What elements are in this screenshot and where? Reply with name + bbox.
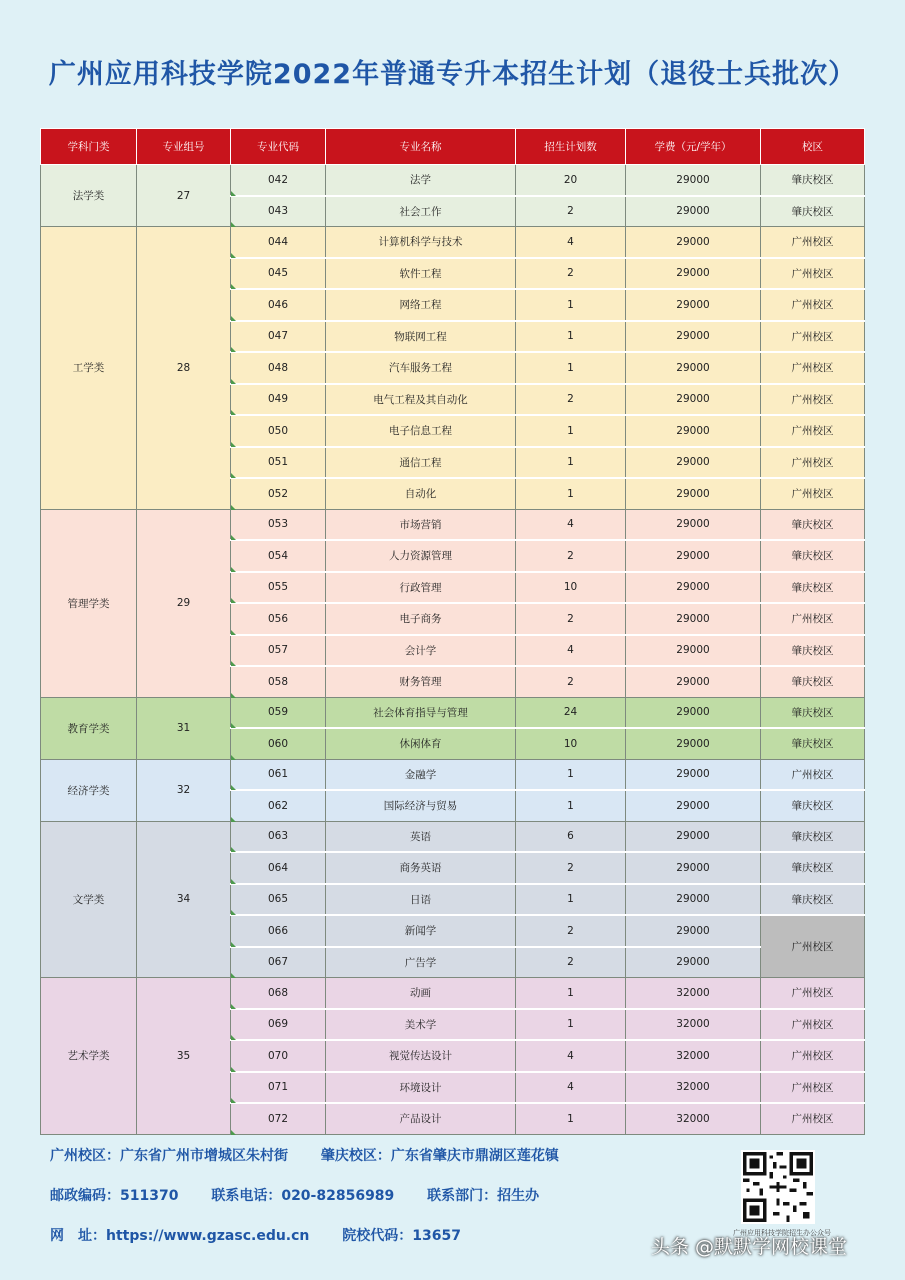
major-name-cell: 电子商务: [326, 603, 516, 635]
major-code-cell: 048: [231, 352, 326, 384]
tuition-cell: 29000: [626, 821, 761, 852]
plan-count-cell: 4: [516, 227, 626, 258]
major-name-cell: 电气工程及其自动化: [326, 384, 516, 416]
campus-cell: 广州校区: [761, 1009, 865, 1041]
plan-count-cell: 1: [516, 447, 626, 479]
header-tuition: 学费（元/学年）: [626, 129, 761, 165]
major-name-cell: 汽车服务工程: [326, 352, 516, 384]
major-code-cell: 061: [231, 759, 326, 790]
campus-cell: 肇庆校区: [761, 852, 865, 884]
plan-count-cell: 4: [516, 1072, 626, 1104]
major-name-cell: 行政管理: [326, 572, 516, 604]
category-cell: 工学类: [41, 227, 137, 510]
campus-cell: 广州校区: [761, 352, 865, 384]
campus-cell: 广州校区: [761, 258, 865, 290]
header-category: 学科门类: [41, 129, 137, 165]
tuition-cell: 32000: [626, 1040, 761, 1072]
header-major-name: 专业名称: [326, 129, 516, 165]
campus-cell: 广州校区: [761, 447, 865, 479]
category-cell: 经济学类: [41, 759, 137, 821]
tuition-cell: 32000: [626, 1072, 761, 1104]
tuition-cell: 29000: [626, 759, 761, 790]
qr-caption: 广州应用科技学院招生办公众号: [733, 1229, 831, 1237]
tuition-cell: 29000: [626, 478, 761, 509]
contact-phone: 联系电话：020-82856989: [211, 1188, 395, 1204]
plan-count-cell: 20: [516, 165, 626, 196]
major-code-cell: 062: [231, 790, 326, 821]
campus-cell: 广州校区: [761, 915, 865, 978]
major-code-cell: 044: [231, 227, 326, 258]
major-code-cell: 050: [231, 415, 326, 447]
campus-cell: 广州校区: [761, 759, 865, 790]
table-row: [41, 165, 865, 196]
campus-cell: 肇庆校区: [761, 790, 865, 821]
major-code-cell: 052: [231, 478, 326, 509]
watermark: 头条 @默默学网校课堂: [651, 1236, 848, 1258]
major-code-cell: 063: [231, 821, 326, 852]
major-code-cell: 060: [231, 728, 326, 759]
contact-department: 联系部门：招生办: [427, 1188, 540, 1204]
major-name-cell: 自动化: [326, 478, 516, 509]
tuition-cell: 29000: [626, 666, 761, 697]
major-name-cell: 社会体育指导与管理: [326, 697, 516, 728]
group-no-cell: 29: [137, 509, 231, 697]
tuition-cell: 29000: [626, 289, 761, 321]
major-name-cell: 法学: [326, 165, 516, 196]
major-code-cell: 065: [231, 884, 326, 916]
major-code-cell: 067: [231, 947, 326, 978]
major-code-cell: 045: [231, 258, 326, 290]
tuition-cell: 29000: [626, 540, 761, 572]
table-row: [41, 697, 865, 728]
major-name-cell: 软件工程: [326, 258, 516, 290]
cell-corner-marker: [231, 1130, 236, 1135]
tuition-cell: 29000: [626, 915, 761, 947]
major-name-cell: 视觉传达设计: [326, 1040, 516, 1072]
tuition-cell: 29000: [626, 447, 761, 479]
tuition-cell: 32000: [626, 978, 761, 1009]
tuition-cell: 29000: [626, 697, 761, 728]
major-code-cell: 069: [231, 1009, 326, 1041]
plan-count-cell: 4: [516, 1040, 626, 1072]
header-campus: 校区: [761, 129, 865, 165]
campus-cell: 肇庆校区: [761, 572, 865, 604]
group-no-cell: 35: [137, 978, 231, 1135]
table-body: [41, 165, 865, 1135]
major-name-cell: 日语: [326, 884, 516, 916]
plan-count-cell: 10: [516, 728, 626, 759]
category-cell: 教育学类: [41, 697, 137, 759]
plan-count-cell: 4: [516, 635, 626, 667]
table-row: [41, 227, 865, 258]
major-code-cell: 071: [231, 1072, 326, 1104]
plan-count-cell: 2: [516, 852, 626, 884]
major-name-cell: 社会工作: [326, 196, 516, 227]
major-code-cell: 064: [231, 852, 326, 884]
header-group-no: 专业组号: [137, 129, 231, 165]
footer-contact-line: [50, 1185, 567, 1205]
tuition-cell: 29000: [626, 227, 761, 258]
plan-count-cell: 1: [516, 321, 626, 353]
major-name-cell: 市场营销: [326, 509, 516, 540]
tuition-cell: 29000: [626, 509, 761, 540]
major-name-cell: 通信工程: [326, 447, 516, 479]
tuition-cell: 29000: [626, 384, 761, 416]
plan-count-cell: 2: [516, 666, 626, 697]
tuition-cell: 29000: [626, 728, 761, 759]
tuition-cell: 32000: [626, 1009, 761, 1041]
tuition-cell: 29000: [626, 258, 761, 290]
tuition-cell: 29000: [626, 635, 761, 667]
campus-cell: 广州校区: [761, 415, 865, 447]
plan-count-cell: 1: [516, 289, 626, 321]
campus-cell: 广州校区: [761, 478, 865, 509]
plan-count-cell: 24: [516, 697, 626, 728]
plan-count-cell: 1: [516, 790, 626, 821]
major-code-cell: 057: [231, 635, 326, 667]
major-code-cell: 058: [231, 666, 326, 697]
campus-cell: 广州校区: [761, 978, 865, 1009]
major-code-cell: 056: [231, 603, 326, 635]
plan-count-cell: 4: [516, 509, 626, 540]
major-name-cell: 英语: [326, 821, 516, 852]
table-row: [41, 509, 865, 540]
campus-cell: 肇庆校区: [761, 728, 865, 759]
table-row: [41, 759, 865, 790]
header-major-code: 专业代码: [231, 129, 326, 165]
plan-count-cell: 1: [516, 352, 626, 384]
plan-count-cell: 1: [516, 978, 626, 1009]
campus-cell: 肇庆校区: [761, 697, 865, 728]
campus-cell: 广州校区: [761, 321, 865, 353]
major-name-cell: 计算机科学与技术: [326, 227, 516, 258]
major-name-cell: 电子信息工程: [326, 415, 516, 447]
campus-cell: 肇庆校区: [761, 884, 865, 916]
plan-count-cell: 1: [516, 1103, 626, 1134]
campus-cell: 广州校区: [761, 227, 865, 258]
tuition-cell: 29000: [626, 852, 761, 884]
plan-count-cell: 2: [516, 915, 626, 947]
plan-count-cell: 1: [516, 415, 626, 447]
tuition-cell: 29000: [626, 196, 761, 227]
group-no-cell: 34: [137, 821, 231, 978]
campus-cell: 广州校区: [761, 603, 865, 635]
category-cell: 管理学类: [41, 509, 137, 697]
plan-count-cell: 2: [516, 603, 626, 635]
major-name-cell: 产品设计: [326, 1103, 516, 1134]
major-code-cell: 068: [231, 978, 326, 1009]
category-cell: 法学类: [41, 165, 137, 227]
major-code-cell: 051: [231, 447, 326, 479]
major-name-cell: 休闲体育: [326, 728, 516, 759]
major-name-cell: 商务英语: [326, 852, 516, 884]
campus-cell: 广州校区: [761, 1103, 865, 1134]
major-name-cell: 美术学: [326, 1009, 516, 1041]
campus-cell: 肇庆校区: [761, 196, 865, 227]
table-row: [41, 821, 865, 852]
group-no-cell: 27: [137, 165, 231, 227]
group-no-cell: 28: [137, 227, 231, 510]
campus-cell: 肇庆校区: [761, 635, 865, 667]
major-name-cell: 国际经济与贸易: [326, 790, 516, 821]
plan-count-cell: 2: [516, 258, 626, 290]
plan-count-cell: 6: [516, 821, 626, 852]
page-title: 广州应用科技学院2022年普通专升本招生计划（退役士兵批次）: [48, 59, 857, 90]
plan-count-cell: 2: [516, 196, 626, 227]
campus-cell: 广州校区: [761, 1072, 865, 1104]
tuition-cell: 32000: [626, 1103, 761, 1134]
major-code-cell: 047: [231, 321, 326, 353]
campus-cell: 肇庆校区: [761, 165, 865, 196]
footer-address-line: [50, 1145, 587, 1165]
tuition-cell: 29000: [626, 321, 761, 353]
group-no-cell: 31: [137, 697, 231, 759]
major-code-cell: 043: [231, 196, 326, 227]
campus-cell: 广州校区: [761, 1040, 865, 1072]
tuition-cell: 29000: [626, 884, 761, 916]
major-name-cell: 网络工程: [326, 289, 516, 321]
tuition-cell: 29000: [626, 947, 761, 978]
campus-cell: 肇庆校区: [761, 821, 865, 852]
campus-cell: 肇庆校区: [761, 509, 865, 540]
major-name-cell: 人力资源管理: [326, 540, 516, 572]
plan-count-cell: 1: [516, 478, 626, 509]
plan-count-cell: 2: [516, 947, 626, 978]
group-no-cell: 32: [137, 759, 231, 821]
plan-count-cell: 2: [516, 384, 626, 416]
major-name-cell: 会计学: [326, 635, 516, 667]
major-name-cell: 环境设计: [326, 1072, 516, 1104]
category-cell: 艺术学类: [41, 978, 137, 1135]
school-code: 院校代码：13657: [342, 1228, 461, 1244]
table-row: [41, 978, 865, 1009]
table-header-row: [41, 129, 865, 165]
major-code-cell: 066: [231, 915, 326, 947]
footer-web-line: [50, 1225, 489, 1245]
zhaoqing-campus-address: 肇庆校区：广东省肇庆市鼎湖区莲花镇: [320, 1148, 559, 1164]
major-code-cell: 072: [231, 1103, 326, 1134]
tuition-cell: 29000: [626, 352, 761, 384]
major-code-cell: 059: [231, 697, 326, 728]
major-code-cell: 053: [231, 509, 326, 540]
major-name-cell: 广告学: [326, 947, 516, 978]
campus-cell: 肇庆校区: [761, 540, 865, 572]
major-code-cell: 054: [231, 540, 326, 572]
tuition-cell: 29000: [626, 790, 761, 821]
tuition-cell: 29000: [626, 572, 761, 604]
header-plan-count: 招生计划数: [516, 129, 626, 165]
tuition-cell: 29000: [626, 165, 761, 196]
plan-count-cell: 1: [516, 759, 626, 790]
tuition-cell: 29000: [626, 603, 761, 635]
postal-code: 邮政编码：511370: [50, 1188, 179, 1204]
campus-cell: 肇庆校区: [761, 666, 865, 697]
plan-count-cell: 2: [516, 540, 626, 572]
major-code-cell: 042: [231, 165, 326, 196]
qr-code: [741, 1150, 815, 1224]
major-name-cell: 新闻学: [326, 915, 516, 947]
campus-cell: 广州校区: [761, 289, 865, 321]
website: 网 址：https://www.gzasc.edu.cn: [50, 1228, 310, 1244]
guangzhou-campus-address: 广州校区：广东省广州市增城区朱村街: [50, 1148, 288, 1164]
major-name-cell: 动画: [326, 978, 516, 1009]
major-code-cell: 046: [231, 289, 326, 321]
category-cell: 文学类: [41, 821, 137, 978]
major-name-cell: 金融学: [326, 759, 516, 790]
major-name-cell: 财务管理: [326, 666, 516, 697]
plan-count-cell: 1: [516, 1009, 626, 1041]
plan-count-cell: 10: [516, 572, 626, 604]
major-code-cell: 070: [231, 1040, 326, 1072]
major-code-cell: 049: [231, 384, 326, 416]
major-name-cell: 物联网工程: [326, 321, 516, 353]
major-code-cell: 055: [231, 572, 326, 604]
plan-count-cell: 1: [516, 884, 626, 916]
enrollment-plan-table: [40, 128, 865, 1135]
campus-cell: 广州校区: [761, 384, 865, 416]
tuition-cell: 29000: [626, 415, 761, 447]
